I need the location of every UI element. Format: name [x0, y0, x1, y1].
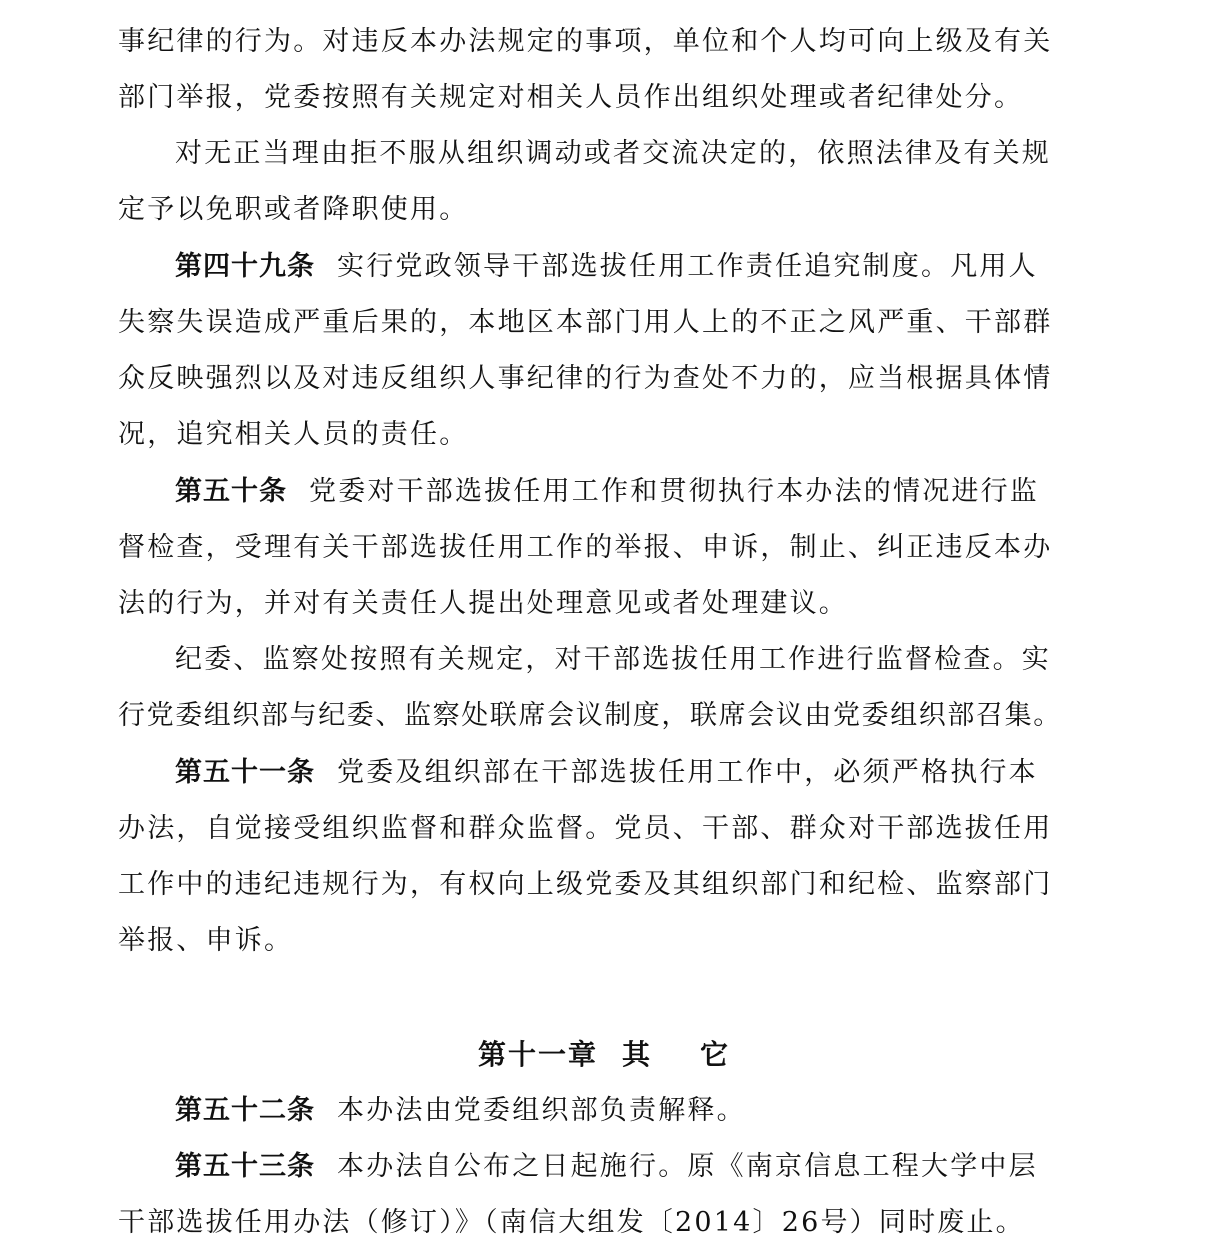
text-line: 定予以免职或者降职使用。 [118, 194, 469, 225]
text-line: 本办法由党委组织部负责解释。 [337, 1095, 746, 1126]
text-line: 对无正当理由拒不服从组织调动或者交流决定的，依照法律及有关规 [175, 138, 1051, 169]
text-line: 众反映强烈以及对违反组织人事纪律的行为查处不力的，应当根据具体情 [118, 363, 1053, 394]
text-line: 办法，自觉接受组织监督和群众监督。党员、干部、群众对干部选拔任用 [118, 813, 1053, 844]
text-line: 法的行为，并对有关责任人提出处理意见或者处理建议。 [118, 588, 848, 619]
article-label: 第五十二条 [175, 1095, 315, 1126]
chapter-heading [0, 1035, 1208, 1075]
text-line: 事纪律的行为。对违反本办法规定的事项，单位和个人均可向上级及有关 [118, 26, 1053, 57]
text-line: 行党委组织部与纪委、监察处联席会议制度，联席会议由党委组织部召集。 [118, 700, 1062, 731]
text-line: 党委及组织部在干部选拔任用工作中，必须严格执行本 [337, 757, 1038, 788]
article-51 [175, 753, 1062, 793]
text-line: 工作中的违纪违规行为，有权向上级党委及其组织部门和纪检、监察部门 [118, 869, 1053, 900]
chapter-number: 第十一章 [477, 1038, 598, 1071]
article-label: 第五十一条 [175, 757, 315, 788]
article-label: 第五十三条 [175, 1151, 315, 1182]
text-line: 督检查，受理有关干部选拔任用工作的举报、申诉，制止、纠正违反本办 [118, 532, 1053, 563]
text-line: 干部选拔任用办法（修订）》（南信大组发〔2014〕26号）同时废止。 [118, 1207, 1025, 1238]
text-line: 举报、申诉。 [118, 925, 294, 956]
text-line: 部门举报，党委按照有关规定对相关人员作出组织处理或者纪律处分。 [118, 82, 1024, 113]
article-49 [175, 247, 1062, 287]
text-line: 况，追究相关人员的责任。 [118, 419, 469, 450]
article-52 [175, 1091, 1062, 1131]
article-label: 第四十九条 [175, 251, 315, 282]
text-line: 实行党政领导干部选拔任用工作责任追究制度。凡用人 [337, 251, 1038, 282]
text-line: 党委对干部选拔任用工作和贯彻执行本办法的情况进行监 [309, 476, 1039, 507]
text-line: 失察失误造成严重后果的，本地区本部门用人上的不正之风严重、干部群 [118, 307, 1053, 338]
text-line: 本办法自公布之日起施行。原《南京信息工程大学中层 [337, 1151, 1038, 1182]
article-53 [175, 1147, 1062, 1187]
chapter-title-b: 它 [700, 1038, 731, 1071]
article-label: 第五十条 [175, 476, 287, 507]
article-50 [175, 472, 1062, 512]
chapter-title-a: 其 [621, 1038, 652, 1071]
text-line: 纪委、监察处按照有关规定，对干部选拔任用工作进行监督检查。实 [175, 644, 1051, 675]
